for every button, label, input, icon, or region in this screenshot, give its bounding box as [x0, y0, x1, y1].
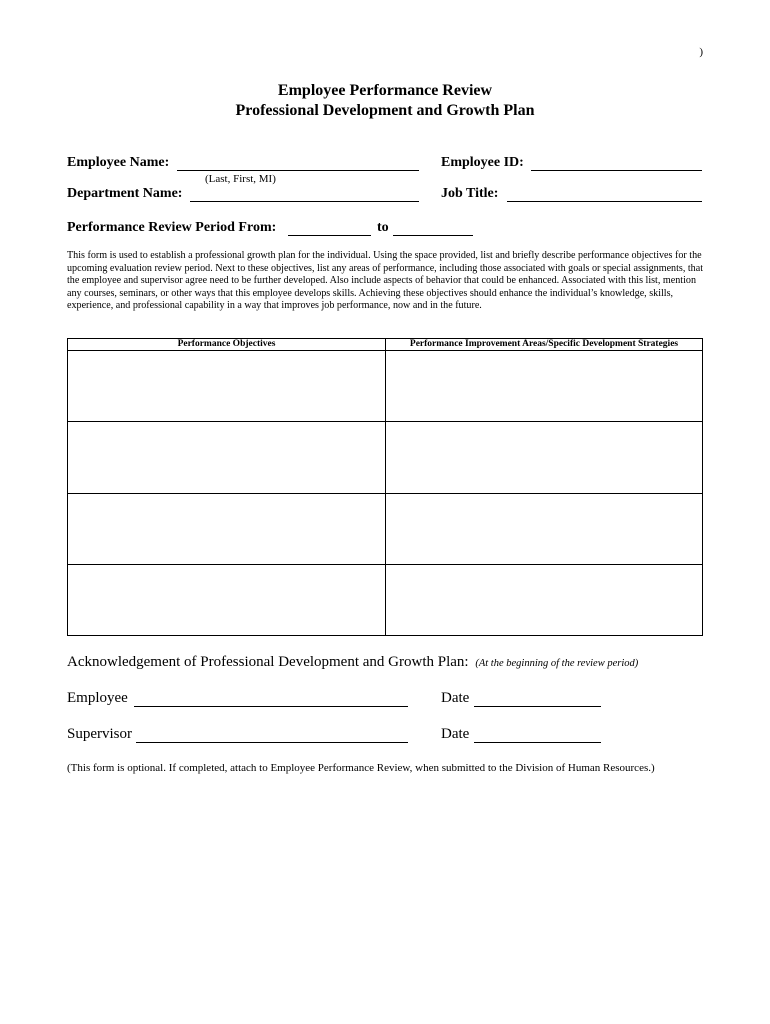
- employee-id-label: Employee ID:: [441, 155, 524, 170]
- department-name-label: Department Name:: [67, 186, 183, 201]
- supervisor-date-field[interactable]: [474, 728, 601, 743]
- supervisor-date-label: Date: [441, 726, 470, 742]
- header-improvement-strategies: Performance Improvement Areas/Specific Development Strategies: [386, 339, 703, 351]
- employee-date-label: Date: [441, 690, 470, 706]
- header-performance-objectives: Performance Objectives: [68, 339, 386, 351]
- footer-note: (This form is optional. If completed, attach to Employee Performance Review, when submitted to the Division of Human Resources.): [67, 762, 655, 774]
- employee-name-field[interactable]: [177, 156, 419, 171]
- review-period-to-field[interactable]: [393, 221, 473, 236]
- employee-name-label: Employee Name:: [67, 155, 170, 170]
- page-mark: ): [699, 46, 703, 58]
- employee-id-field[interactable]: [531, 156, 702, 171]
- strategy-cell[interactable]: [386, 422, 703, 493]
- objective-cell[interactable]: [68, 422, 386, 493]
- department-name-field[interactable]: [190, 187, 419, 202]
- objective-cell[interactable]: [68, 351, 386, 422]
- table-header-row: [68, 339, 703, 351]
- acknowledgement-title: Acknowledgement of Professional Development and Growth Plan:: [67, 654, 469, 670]
- acknowledgement-note: (At the beginning of the review period): [475, 658, 639, 669]
- review-period-from-label: Performance Review Period From:: [67, 220, 277, 235]
- supervisor-signature-label: Supervisor: [67, 726, 132, 742]
- job-title-field[interactable]: [507, 187, 702, 202]
- development-plan-table: [67, 338, 703, 636]
- objective-cell[interactable]: [68, 493, 386, 564]
- objective-cell[interactable]: [68, 564, 386, 635]
- employee-signature-field[interactable]: [134, 692, 408, 707]
- form-subtitle: Professional Development and Growth Plan: [235, 102, 535, 119]
- form-instructions: This form is used to establish a professional growth plan for the individual. Using the space provided, list and briefly describe performance objectives for the upcoming evaluation review period. Next to these objectives, list any areas of performance, including those associated with goals or special assignments, that the employee and supervisor agree need to be further developed. Also include aspects of behavior that could be enhanced. Associated with this list, mention any courses, seminars, or other ways that this employee develops skills. Achieving these objectives should enhance the individual’s knowledge, skills, experience, and professional capability in a way that improves job performance, now and in the future.: [67, 250, 704, 312]
- employee-signature-label: Employee: [67, 690, 128, 706]
- form-title: Employee Performance Review: [277, 82, 493, 99]
- table-row: [68, 564, 703, 635]
- job-title-label: Job Title:: [441, 186, 499, 201]
- acknowledgement-heading: [67, 654, 638, 671]
- review-period-to-label: to: [377, 220, 389, 235]
- strategy-cell[interactable]: [386, 564, 703, 635]
- employee-date-field[interactable]: [474, 692, 601, 707]
- table-row: [68, 351, 703, 422]
- strategy-cell[interactable]: [386, 493, 703, 564]
- review-period-from-field[interactable]: [288, 221, 371, 236]
- table-row: [68, 422, 703, 493]
- employee-name-hint: (Last, First, MI): [205, 173, 276, 185]
- supervisor-signature-field[interactable]: [136, 728, 408, 743]
- strategy-cell[interactable]: [386, 351, 703, 422]
- table-row: [68, 493, 703, 564]
